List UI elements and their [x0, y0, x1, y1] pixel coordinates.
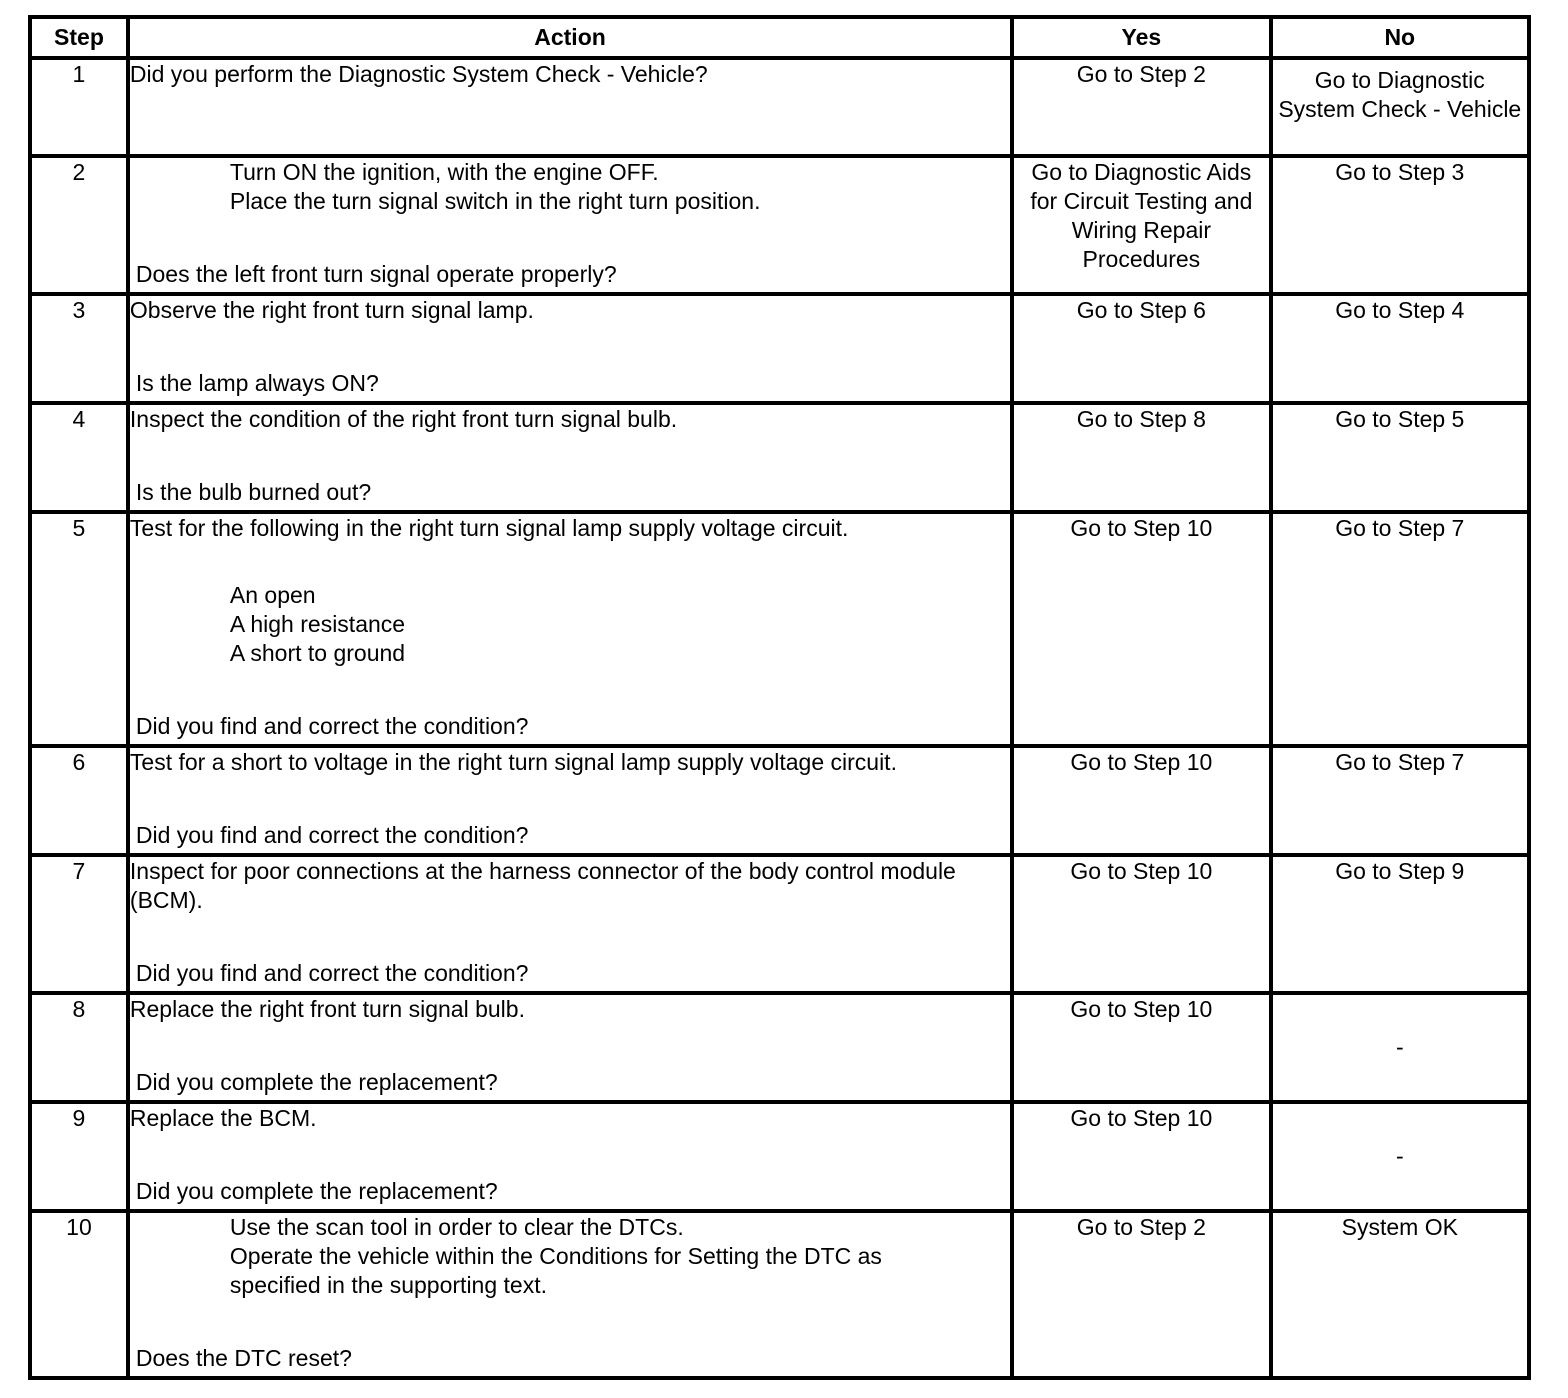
yes-cell	[1012, 746, 1270, 855]
yes-cell	[1012, 1102, 1270, 1211]
yes-cell	[1012, 855, 1270, 993]
action-text: Did you perform the Diagnostic System Check - Vehicle?	[129, 61, 708, 87]
yes-cell	[1012, 512, 1270, 746]
table-row	[30, 58, 1529, 156]
yes-cell	[1012, 58, 1270, 156]
action-question: Did you complete the replacement?	[135, 1069, 498, 1095]
action-text: Inspect for poor connections at the harness connector of the body control module (BCM).	[129, 858, 956, 913]
yes-text: Go to Step 6	[1076, 297, 1206, 323]
action-text: Inspect the condition of the right front turn signal bulb.	[129, 406, 678, 432]
action-line: Operate the vehicle within the Conditions for Setting the DTC as specified in the supporting text.	[229, 1243, 882, 1298]
action-cell	[128, 156, 1012, 294]
header-no: No	[1271, 17, 1529, 58]
action-cell	[128, 512, 1012, 746]
yes-text: Go to Step 10	[1070, 749, 1213, 775]
no-cell	[1271, 746, 1529, 855]
action-text: Replace the right front turn signal bulb.	[129, 996, 525, 1022]
table-row	[30, 294, 1529, 403]
yes-text: Go to Diagnostic Aids for Circuit Testing and Wiring Repair Procedures	[1030, 159, 1253, 272]
header-yes: Yes	[1012, 17, 1270, 58]
table-row	[30, 156, 1529, 294]
action-cell	[128, 294, 1012, 403]
action-line: Place the turn signal switch in the right turn position.	[229, 188, 761, 214]
no-cell	[1271, 58, 1529, 156]
step-number: 6	[30, 746, 128, 855]
action-cell	[128, 1211, 1012, 1378]
action-cell	[128, 58, 1012, 156]
no-text: Go to Step 7	[1335, 749, 1465, 775]
yes-text: Go to Step 10	[1070, 858, 1213, 884]
action-line: A high resistance	[229, 611, 406, 637]
step-number: 9	[30, 1102, 128, 1211]
no-text: Go to Step 5	[1335, 406, 1465, 432]
action-question: Did you find and correct the condition?	[135, 822, 529, 848]
yes-cell	[1012, 156, 1270, 294]
table-row	[30, 855, 1529, 993]
yes-text: Go to Step 10	[1070, 1105, 1213, 1131]
header-step: Step	[30, 17, 128, 58]
yes-cell	[1012, 993, 1270, 1102]
step-number: 8	[30, 993, 128, 1102]
action-text: Test for a short to voltage in the right turn signal lamp supply voltage circuit.	[129, 749, 897, 775]
no-cell	[1271, 1211, 1529, 1378]
table-row	[30, 403, 1529, 512]
no-text: Go to Diagnostic System Check - Vehicle	[1278, 67, 1522, 122]
table-row	[30, 746, 1529, 855]
action-cell	[128, 403, 1012, 512]
no-cell	[1271, 156, 1529, 294]
table-row	[30, 1102, 1529, 1211]
step-number: 10	[30, 1211, 128, 1378]
no-cell	[1271, 993, 1529, 1102]
step-number: 3	[30, 294, 128, 403]
step-number: 2	[30, 156, 128, 294]
action-cell	[128, 855, 1012, 993]
action-line: A short to ground	[229, 640, 406, 666]
step-number: 1	[30, 58, 128, 156]
header-action: Action	[128, 17, 1012, 58]
action-question: Did you find and correct the condition?	[135, 713, 529, 739]
action-question: Is the bulb burned out?	[135, 479, 372, 505]
yes-text: Go to Step 2	[1076, 61, 1206, 87]
no-cell	[1271, 294, 1529, 403]
action-text: Observe the right front turn signal lamp.	[129, 297, 534, 323]
yes-cell	[1012, 403, 1270, 512]
action-cell	[128, 993, 1012, 1102]
action-question: Is the lamp always ON?	[135, 370, 379, 396]
action-question: Did you find and correct the condition?	[135, 960, 529, 986]
step-number: 4	[30, 403, 128, 512]
step-number: 7	[30, 855, 128, 993]
action-question: Does the DTC reset?	[135, 1345, 352, 1371]
action-question: Did you complete the replacement?	[135, 1178, 498, 1204]
no-text: -	[1395, 1143, 1404, 1169]
diagnostic-table	[28, 15, 1531, 1380]
no-text: Go to Step 9	[1335, 858, 1465, 884]
no-cell	[1271, 855, 1529, 993]
action-line: Turn ON the ignition, with the engine OFF.	[229, 159, 659, 185]
action-question: Does the left front turn signal operate properly?	[135, 261, 617, 287]
table-row	[30, 1211, 1529, 1378]
action-cell	[128, 1102, 1012, 1211]
no-text: System OK	[1341, 1214, 1458, 1240]
no-text: Go to Step 4	[1335, 297, 1465, 323]
no-cell	[1271, 1102, 1529, 1211]
no-cell	[1271, 512, 1529, 746]
no-cell	[1271, 403, 1529, 512]
table-row	[30, 993, 1529, 1102]
header-row	[30, 17, 1529, 58]
yes-text: Go to Step 8	[1076, 406, 1206, 432]
action-line: An open	[229, 582, 316, 608]
action-line: Use the scan tool in order to clear the DTCs.	[229, 1214, 684, 1240]
action-text: Replace the BCM.	[129, 1105, 317, 1131]
step-number: 5	[30, 512, 128, 746]
yes-cell	[1012, 1211, 1270, 1378]
action-cell	[128, 746, 1012, 855]
table-row	[30, 512, 1529, 746]
yes-cell	[1012, 294, 1270, 403]
yes-text: Go to Step 10	[1070, 996, 1213, 1022]
action-text: Test for the following in the right turn signal lamp supply voltage circuit.	[129, 515, 849, 541]
yes-text: Go to Step 10	[1070, 515, 1213, 541]
yes-text: Go to Step 2	[1076, 1214, 1206, 1240]
no-text: Go to Step 7	[1335, 515, 1465, 541]
no-text: -	[1395, 1034, 1404, 1060]
no-text: Go to Step 3	[1335, 159, 1465, 185]
